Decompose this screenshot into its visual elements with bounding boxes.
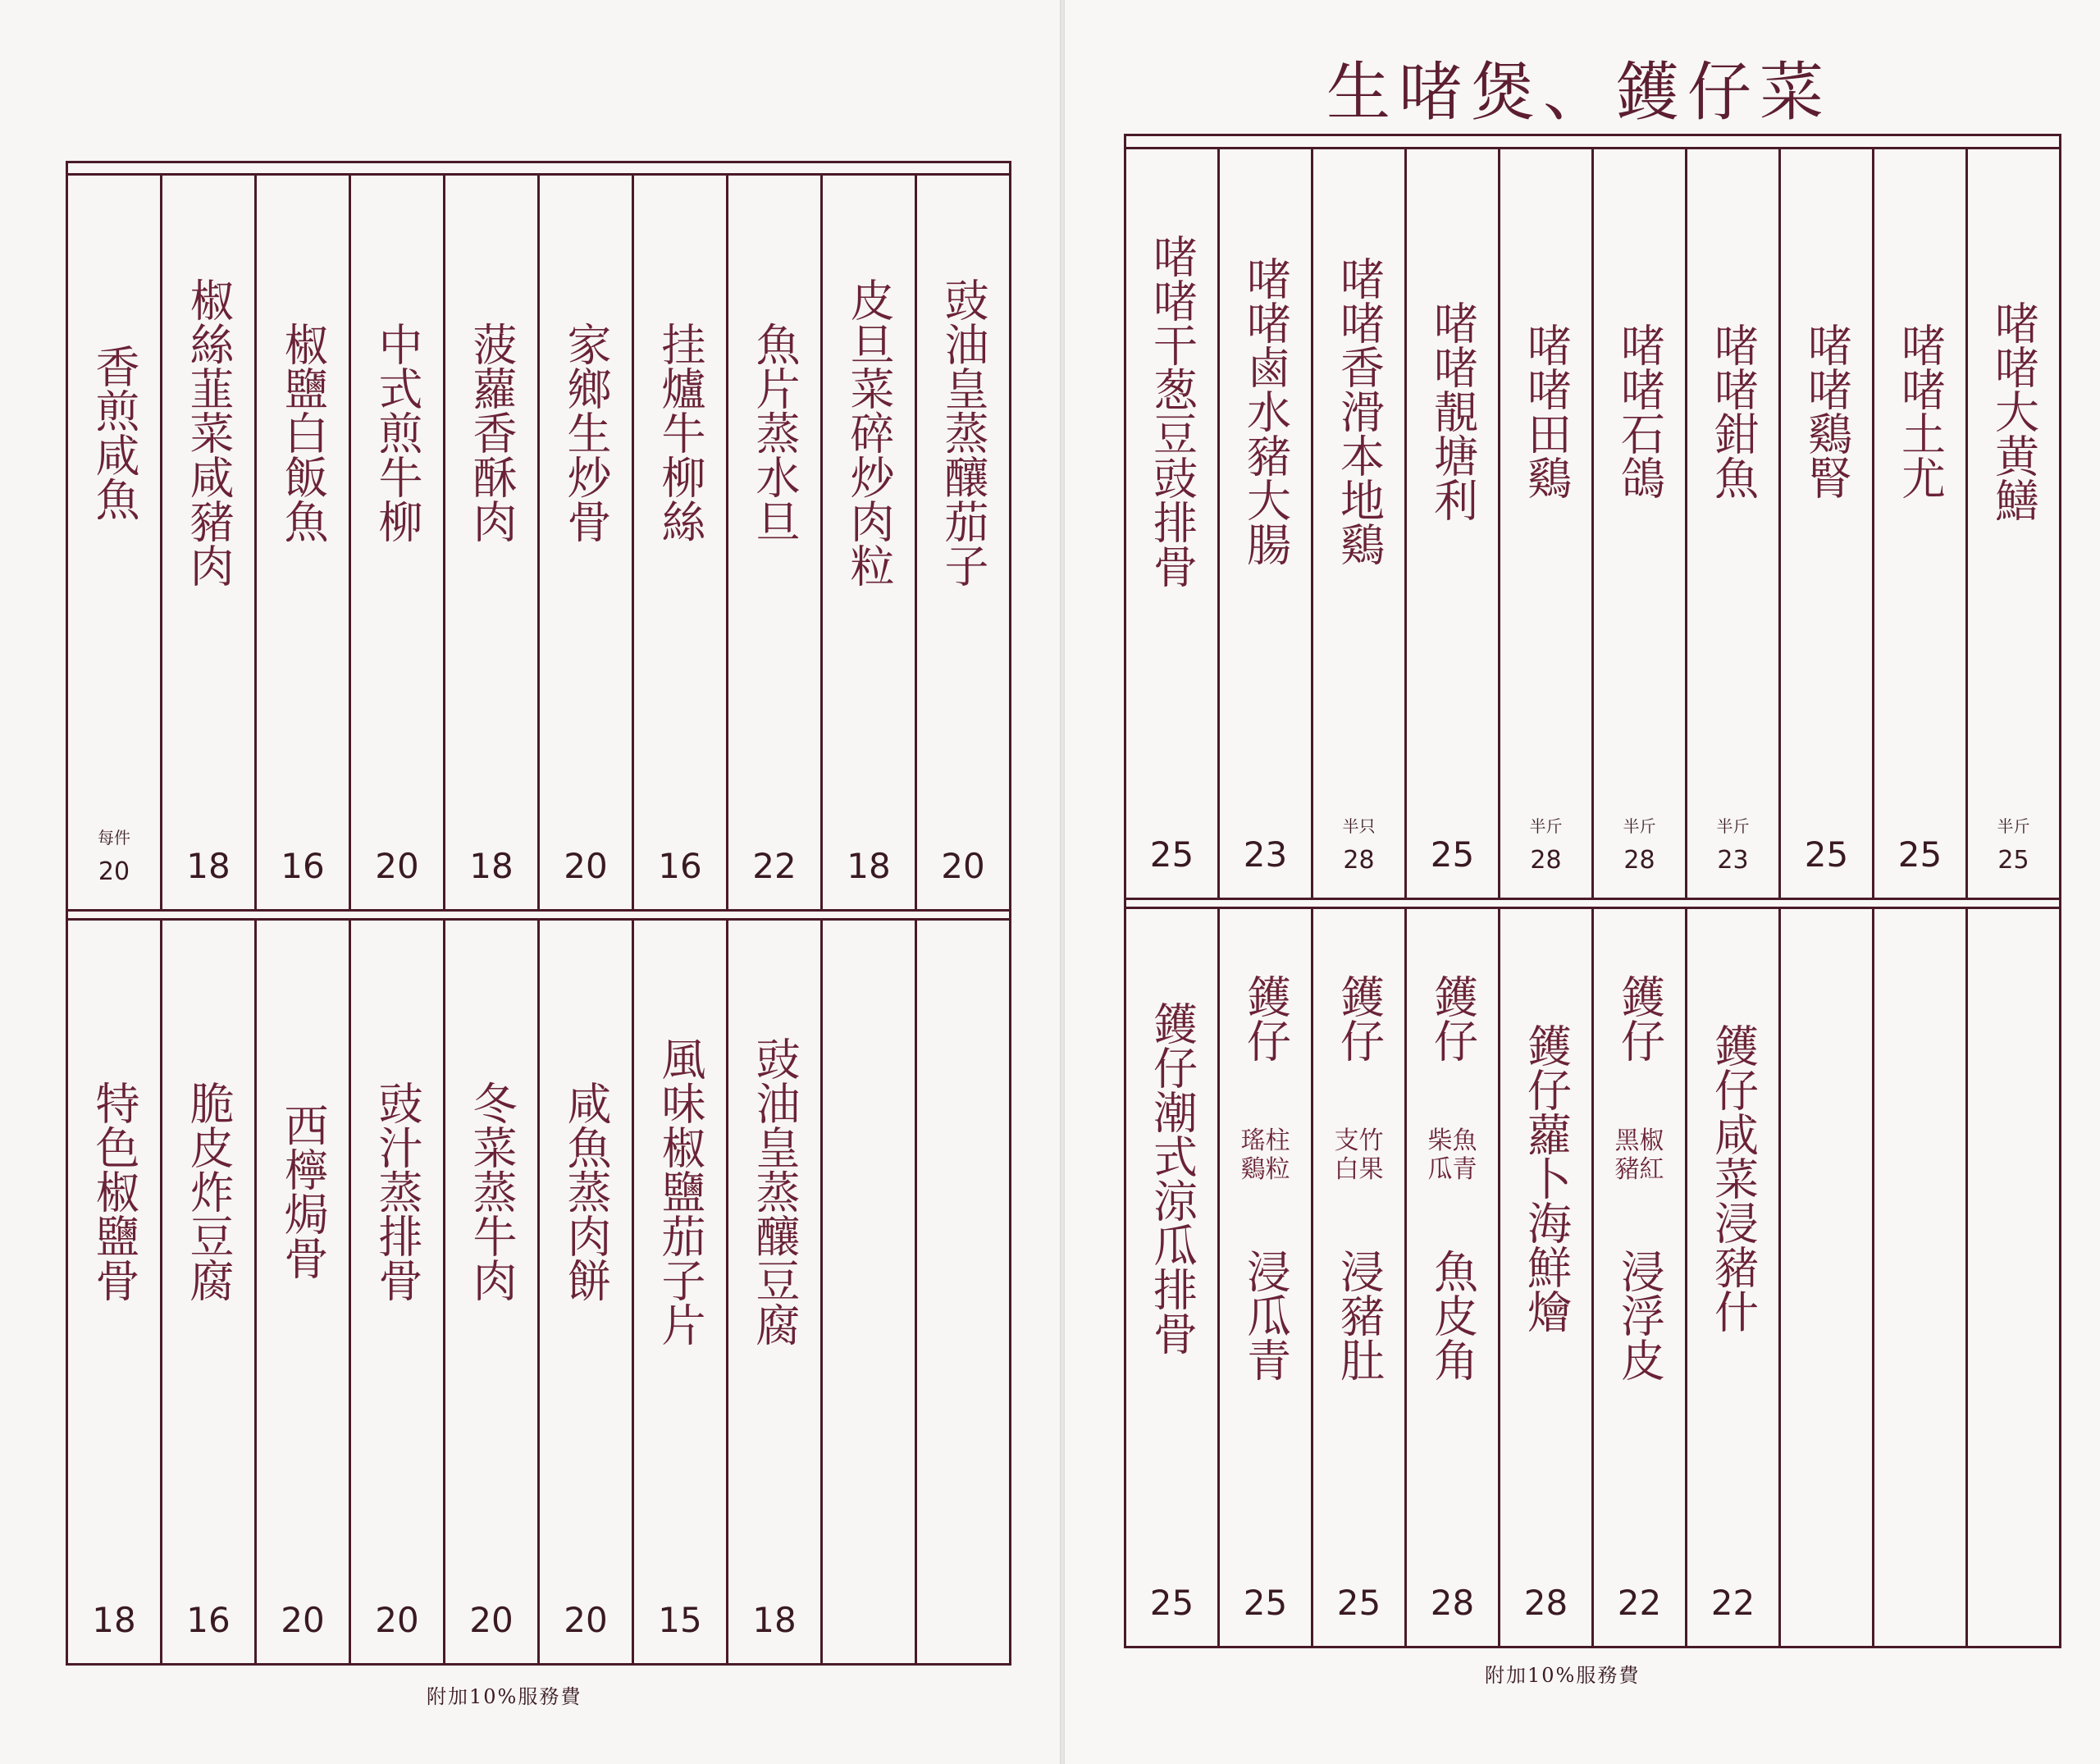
dish-name: 脆皮炸豆腐 (183, 1081, 235, 1303)
dish-price: 23 (1243, 834, 1288, 875)
row-divider (68, 909, 1009, 912)
dish-name-annotation: 黑椒豬紅 (1614, 1126, 1664, 1184)
right-bottom-row (1126, 909, 2059, 1646)
menu-item (823, 176, 917, 909)
price-unit: 半斤 (1529, 816, 1563, 836)
menu-item (634, 176, 728, 909)
dish-name-suffix: 浸豬肚 (1333, 1249, 1386, 1382)
menu-item (1126, 909, 1220, 1646)
left-menu-table (66, 161, 1011, 1666)
dish-price: 20 (375, 1600, 419, 1640)
dish-name: 豉油皇蒸釀豆腐 (749, 1036, 801, 1347)
dish-name: 皮旦菜碎炒肉粒 (843, 276, 895, 587)
dish-name: 咸魚蒸肉餅 (560, 1081, 612, 1303)
menu-item (445, 921, 540, 1663)
menu-item (1687, 149, 1781, 898)
menu-item (540, 921, 634, 1663)
dish-price: 25 (1336, 1583, 1381, 1623)
dish-name: 風味椒鹽茄子片 (655, 1036, 706, 1347)
menu-item (728, 176, 823, 909)
dish-price: 16 (186, 1600, 231, 1640)
dish-name: 豉汁蒸排骨 (372, 1081, 423, 1303)
dish-name: 西檸焗骨 (277, 1103, 329, 1281)
dish-name: 啫啫鷄腎 (1801, 322, 1853, 500)
left-bottom-row (68, 921, 1009, 1663)
dish-price: 25 (1804, 834, 1849, 875)
dish-price: 16 (658, 846, 702, 886)
dish-name: 椒絲韮菜咸豬肉 (183, 276, 235, 587)
dish-price: 15 (658, 1600, 702, 1640)
menu-item (1874, 909, 1968, 1646)
menu-item (1407, 909, 1500, 1646)
dish-name: 中式煎牛柳 (372, 321, 423, 543)
dish-name: 魚片蒸水旦 (749, 321, 801, 543)
dish-name: 啫啫石鴿 (1614, 322, 1666, 500)
dish-price: 18 (92, 1600, 136, 1640)
dish-price: 18 (752, 1600, 797, 1640)
dish-price: 28 (1430, 1583, 1475, 1623)
dish-name: 鑊仔潮式涼瓜排骨 (1146, 1000, 1198, 1355)
menu-item (257, 176, 351, 909)
menu-item (1968, 909, 2059, 1646)
menu-item (162, 176, 257, 909)
menu-item (540, 176, 634, 909)
dish-name: 啫啫鉗魚 (1707, 322, 1760, 500)
dish-name-suffix: 浸浮皮 (1614, 1249, 1666, 1382)
dish-name: 啫啫鹵水豬大腸 (1239, 256, 1292, 567)
dish-name-prefix: 鑊仔 (1427, 974, 1479, 1063)
menu-item (1500, 149, 1594, 898)
menu-item (1874, 149, 1968, 898)
right-top-row (1126, 149, 2059, 898)
menu-item (917, 921, 1009, 1663)
dish-name: 挂爐牛柳絲 (655, 321, 706, 543)
menu-item (1968, 149, 2059, 898)
menu-item (257, 921, 351, 1663)
menu-item (162, 921, 257, 1663)
dish-name: 菠蘿香酥肉 (466, 321, 518, 543)
dish-price: 25 (1997, 846, 2029, 875)
dish-name: 啫啫香滑本地鷄 (1333, 256, 1386, 567)
dish-name (1968, 909, 2059, 1447)
dish-name: 啫啫干葱豆豉排骨 (1146, 234, 1198, 589)
dish-name-prefix: 鑊仔 (1614, 974, 1666, 1063)
price-unit: 半斤 (1716, 816, 1750, 836)
menu-item (1594, 909, 1687, 1646)
dish-name (917, 921, 1009, 1463)
menu-item (1781, 149, 1874, 898)
dish-name-prefix: 鑊仔 (1333, 974, 1386, 1063)
dish-price: 20 (564, 1600, 608, 1640)
menu-item (1500, 909, 1594, 1646)
dish-name: 冬菜蒸牛肉 (466, 1081, 518, 1303)
dish-name (1407, 909, 1498, 1447)
price-unit: 半只 (1342, 816, 1376, 836)
dish-price: 25 (1897, 834, 1942, 875)
dish-price: 20 (281, 1600, 325, 1640)
dish-name: 椒鹽白飯魚 (277, 321, 329, 543)
dish-name (823, 921, 915, 1463)
dish-price: 28 (1530, 846, 1562, 875)
dish-price: 18 (469, 846, 514, 886)
menu-item (1313, 149, 1407, 898)
dish-name (1594, 909, 1685, 1447)
menu-item (1220, 909, 1313, 1646)
dish-price: 18 (847, 846, 891, 886)
dish-price: 22 (752, 846, 797, 886)
dish-price: 22 (1710, 1583, 1755, 1623)
dish-name: 豉油皇蒸釀茄子 (938, 276, 989, 587)
left-top-row (68, 176, 1009, 909)
service-charge-note: 附加10%服務費 (427, 1685, 582, 1708)
dish-price: 23 (1717, 846, 1749, 875)
menu-item (68, 176, 162, 909)
dish-name (1220, 909, 1311, 1447)
menu-item (445, 176, 540, 909)
dish-price: 25 (1149, 834, 1194, 875)
menu-item (68, 921, 162, 1663)
dish-price: 25 (1430, 834, 1475, 875)
dish-name: 鑊仔咸菜浸豬什 (1707, 1022, 1760, 1333)
dish-name-prefix: 鑊仔 (1239, 974, 1292, 1063)
dish-name-annotation: 支竹白果 (1334, 1126, 1384, 1184)
menu-item (917, 176, 1009, 909)
menu-item (728, 921, 823, 1663)
menu-item (1313, 909, 1407, 1646)
dish-price: 25 (1149, 1583, 1194, 1623)
dish-name-annotation: 柴魚瓜青 (1427, 1126, 1477, 1184)
dish-name: 啫啫大黄鱔 (1988, 300, 2040, 523)
dish-price: 16 (281, 846, 325, 886)
dish-name (1874, 909, 1965, 1447)
dish-name: 啫啫靚塘利 (1427, 300, 1479, 523)
row-divider (1126, 898, 2059, 900)
dish-name-suffix: 魚皮角 (1427, 1249, 1479, 1382)
dish-name: 鑊仔蘿卜海鮮燴 (1520, 1022, 1573, 1333)
dish-price: 28 (1343, 846, 1375, 875)
menu-section-title: 生啫煲、鑊仔菜 (1326, 56, 1832, 130)
dish-price: 22 (1617, 1583, 1662, 1623)
menu-item (1126, 149, 1220, 898)
dish-name: 香煎咸魚 (89, 343, 140, 521)
dish-price: 20 (375, 846, 419, 886)
dish-name: 特色椒鹽骨 (89, 1081, 140, 1303)
menu-item (1594, 149, 1687, 898)
menu-item (1407, 149, 1500, 898)
dish-name-annotation: 瑤柱鷄粒 (1240, 1126, 1290, 1184)
dish-price: 18 (186, 846, 231, 886)
menu-item (1781, 909, 1874, 1646)
dish-name: 家鄉生炒骨 (560, 321, 612, 543)
price-unit: 半斤 (1997, 816, 2030, 836)
dish-price: 28 (1623, 846, 1655, 875)
dish-name: 啫啫田鷄 (1520, 322, 1573, 500)
menu-item (351, 921, 445, 1663)
menu-item (1687, 909, 1781, 1646)
dish-name: 啫啫土尤 (1894, 322, 1947, 500)
right-menu-table (1124, 134, 2061, 1648)
dish-price: 25 (1243, 1583, 1288, 1623)
dish-name (1781, 909, 1872, 1447)
dish-price: 20 (469, 1600, 514, 1640)
menu-item (1220, 149, 1313, 898)
menu-item (351, 176, 445, 909)
dish-name (1313, 909, 1404, 1447)
dish-price: 20 (941, 846, 985, 886)
dish-name-suffix: 浸瓜青 (1239, 1249, 1292, 1382)
dish-price: 28 (1523, 1583, 1568, 1623)
menu-item (823, 921, 917, 1663)
price-unit: 每件 (98, 828, 130, 848)
dish-price: 20 (564, 846, 608, 886)
dish-price: 20 (98, 857, 130, 886)
price-unit: 半斤 (1623, 816, 1656, 836)
service-charge-note: 附加10%服務費 (1485, 1664, 1641, 1687)
menu-item (634, 921, 728, 1663)
